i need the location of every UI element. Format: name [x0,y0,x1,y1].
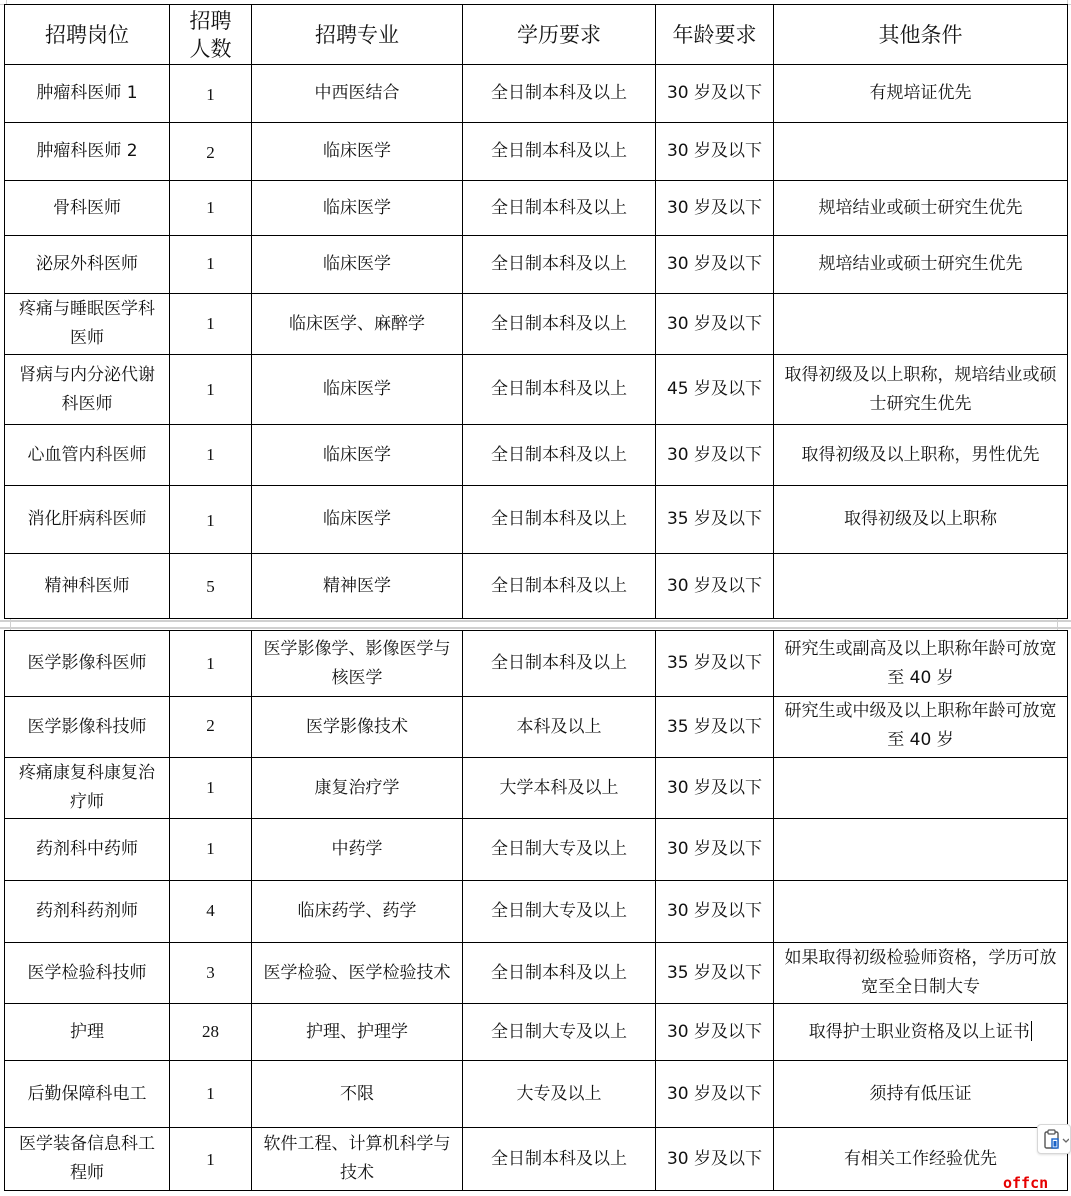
cell-age[interactable]: 30 岁及以下 [656,819,774,881]
cell-position[interactable]: 药剂科中药师 [5,819,170,881]
cell-count[interactable]: 1 [170,1128,252,1191]
cell-age[interactable]: 30 岁及以下 [656,236,774,294]
cell-education[interactable]: 全日制本科及以上 [463,123,656,181]
cell-position[interactable]: 精神科医师 [5,554,170,619]
cell-education[interactable]: 全日制本科及以上 [463,554,656,619]
cell-position[interactable]: 医学影像科医师 [5,631,170,697]
cell-major[interactable]: 临床医学 [252,123,463,181]
cell-education[interactable]: 本科及以上 [463,697,656,758]
table-row [5,123,1068,181]
cell-education[interactable]: 大专及以上 [463,1061,656,1128]
cell-other[interactable] [774,881,1068,943]
cell-other[interactable]: 须持有低压证 [774,1061,1068,1128]
cell-count[interactable]: 1 [170,65,252,123]
cell-count[interactable]: 1 [170,1061,252,1128]
cell-age[interactable]: 45 岁及以下 [656,355,774,425]
cell-education[interactable]: 全日制大专及以上 [463,881,656,943]
cell-other[interactable] [774,554,1068,619]
header-age: 年龄要求 [656,5,774,65]
cell-age[interactable]: 30 岁及以下 [656,1004,774,1061]
table-row [5,881,1068,943]
cell-age[interactable]: 35 岁及以下 [656,486,774,554]
cell-other[interactable]: 规培结业或硕士研究生优先 [774,181,1068,236]
cell-position[interactable]: 后勤保障科电工 [5,1061,170,1128]
cell-other[interactable]: 研究生或副高及以上职称年龄可放宽至 40 岁 [774,631,1068,697]
clipboard-paste-icon [1043,1129,1069,1151]
cell-major[interactable]: 中药学 [252,819,463,881]
table-row [5,486,1068,554]
cell-position[interactable]: 肿瘤科医师 2 [5,123,170,181]
cell-major[interactable]: 临床医学 [252,355,463,425]
table-row [5,697,1068,758]
header-education: 学历要求 [463,5,656,65]
header-count-line-1: 招聘 [189,8,232,33]
cell-major[interactable]: 临床医学、麻醉学 [252,294,463,355]
table-row [5,65,1068,123]
cell-count[interactable]: 2 [170,123,252,181]
cell-count[interactable]: 3 [170,943,252,1004]
cell-major[interactable]: 精神医学 [252,554,463,619]
cell-count[interactable]: 1 [170,181,252,236]
table-row [5,236,1068,294]
cell-count[interactable]: 1 [170,486,252,554]
watermark-logo: offcn [1003,1174,1049,1192]
cell-other-text: 取得护士职业资格及以上证书 [808,1021,1030,1042]
cell-education[interactable]: 全日制本科及以上 [463,294,656,355]
table-row [5,425,1068,486]
cell-other[interactable]: 如果取得初级检验师资格，学历可放宽至全日制大专 [774,943,1068,1004]
cell-age[interactable]: 35 岁及以下 [656,631,774,697]
cell-other[interactable]: 有规培证优先 [774,65,1068,123]
cell-position[interactable]: 肾病与内分泌代谢科医师 [5,355,170,425]
cell-count[interactable]: 1 [170,425,252,486]
cell-education[interactable]: 全日制本科及以上 [463,631,656,697]
table-row [5,355,1068,425]
table-row [5,554,1068,619]
cell-position[interactable]: 泌尿外科医师 [5,236,170,294]
cell-position[interactable]: 骨科医师 [5,181,170,236]
cell-count[interactable]: 1 [170,294,252,355]
table-row [5,181,1068,236]
table-row [5,1004,1068,1061]
recruitment-table-section-1 [4,4,1068,619]
cell-major[interactable]: 医学影像技术 [252,697,463,758]
cell-other[interactable]: 取得初级及以上职称，男性优先 [774,425,1068,486]
cell-other[interactable] [774,1004,1068,1061]
paste-options-button[interactable] [1037,1124,1071,1154]
cell-education[interactable]: 全日制本科及以上 [463,486,656,554]
cell-other[interactable]: 取得初级及以上职称 [774,486,1068,554]
cell-major[interactable]: 护理、护理学 [252,1004,463,1061]
cell-major[interactable]: 软件工程、计算机科学与技术 [252,1128,463,1191]
cell-major[interactable]: 临床医学 [252,236,463,294]
cell-position[interactable]: 疼痛康复科康复治疗师 [5,758,170,819]
cell-major[interactable]: 临床医学 [252,181,463,236]
cell-count[interactable]: 5 [170,554,252,619]
cell-count[interactable]: 1 [170,758,252,819]
cell-position[interactable]: 疼痛与睡眠医学科医师 [5,294,170,355]
cell-position[interactable]: 药剂科药剂师 [5,881,170,943]
cell-count[interactable]: 1 [170,236,252,294]
table-header-row [5,5,1068,65]
cell-major[interactable]: 医学检验、医学检验技术 [252,943,463,1004]
cell-position[interactable]: 肿瘤科医师 1 [5,65,170,123]
cell-count[interactable]: 4 [170,881,252,943]
cell-count[interactable]: 28 [170,1004,252,1061]
cell-education[interactable]: 大学本科及以上 [463,758,656,819]
cell-age[interactable]: 35 岁及以下 [656,943,774,1004]
table-row [5,1128,1068,1191]
cell-position[interactable]: 心血管内科医师 [5,425,170,486]
cell-education[interactable]: 全日制本科及以上 [463,425,656,486]
cell-position[interactable]: 医学检验科技师 [5,943,170,1004]
header-position: 招聘岗位 [5,5,170,65]
cell-count[interactable]: 1 [170,819,252,881]
cell-position[interactable]: 医学装备信息科工程师 [5,1128,170,1191]
cell-other[interactable] [774,819,1068,881]
cell-education[interactable]: 全日制本科及以上 [463,943,656,1004]
cell-other[interactable]: 规培结业或硕士研究生优先 [774,236,1068,294]
cell-major[interactable]: 中西医结合 [252,65,463,123]
cell-age[interactable]: 30 岁及以下 [656,554,774,619]
header-count-line-2: 人数 [189,36,232,61]
cell-education[interactable]: 全日制本科及以上 [463,181,656,236]
page-break-divider [0,620,1071,629]
cell-major[interactable]: 不限 [252,1061,463,1128]
cell-age[interactable]: 30 岁及以下 [656,294,774,355]
text-cursor [1031,1021,1033,1041]
cell-age[interactable]: 30 岁及以下 [656,758,774,819]
header-count [170,5,252,65]
cell-age[interactable]: 35 岁及以下 [656,697,774,758]
cell-age[interactable]: 30 岁及以下 [656,1061,774,1128]
table-row [5,819,1068,881]
cell-education[interactable]: 全日制本科及以上 [463,1128,656,1191]
cell-other[interactable]: 有相关工作经验优先 [774,1128,1068,1191]
cell-other[interactable] [774,123,1068,181]
cell-position[interactable]: 医学影像科技师 [5,697,170,758]
table-row [5,631,1068,697]
recruitment-table-section-2 [4,630,1068,1191]
table-row [5,758,1068,819]
cell-major[interactable]: 医学影像学、影像医学与核医学 [252,631,463,697]
cell-other[interactable] [774,758,1068,819]
cell-age[interactable]: 30 岁及以下 [656,65,774,123]
cell-count[interactable]: 1 [170,631,252,697]
table-row [5,943,1068,1004]
cell-major[interactable]: 临床医学 [252,486,463,554]
cell-age[interactable]: 30 岁及以下 [656,181,774,236]
cell-other[interactable]: 研究生或中级及以上职称年龄可放宽至 40 岁 [774,697,1068,758]
cell-major[interactable]: 临床药学、药学 [252,881,463,943]
cell-count[interactable]: 2 [170,697,252,758]
header-other: 其他条件 [774,5,1068,65]
cell-other[interactable]: 取得初级及以上职称，规培结业或硕士研究生优先 [774,355,1068,425]
cell-age[interactable]: 30 岁及以下 [656,881,774,943]
cell-age[interactable]: 30 岁及以下 [656,1128,774,1191]
cell-major[interactable]: 临床医学 [252,425,463,486]
cell-other[interactable] [774,294,1068,355]
cell-count[interactable]: 1 [170,355,252,425]
cell-education[interactable]: 全日制本科及以上 [463,65,656,123]
cell-education[interactable]: 全日制大专及以上 [463,1004,656,1061]
cell-age[interactable]: 30 岁及以下 [656,425,774,486]
cell-major[interactable]: 康复治疗学 [252,758,463,819]
header-major: 招聘专业 [252,5,463,65]
cell-education[interactable]: 全日制本科及以上 [463,355,656,425]
cell-education[interactable]: 全日制大专及以上 [463,819,656,881]
cell-age[interactable]: 30 岁及以下 [656,123,774,181]
table-row [5,1061,1068,1128]
table-row [5,294,1068,355]
cell-position[interactable]: 消化肝病科医师 [5,486,170,554]
cell-position[interactable]: 护理 [5,1004,170,1061]
cell-education[interactable]: 全日制本科及以上 [463,236,656,294]
